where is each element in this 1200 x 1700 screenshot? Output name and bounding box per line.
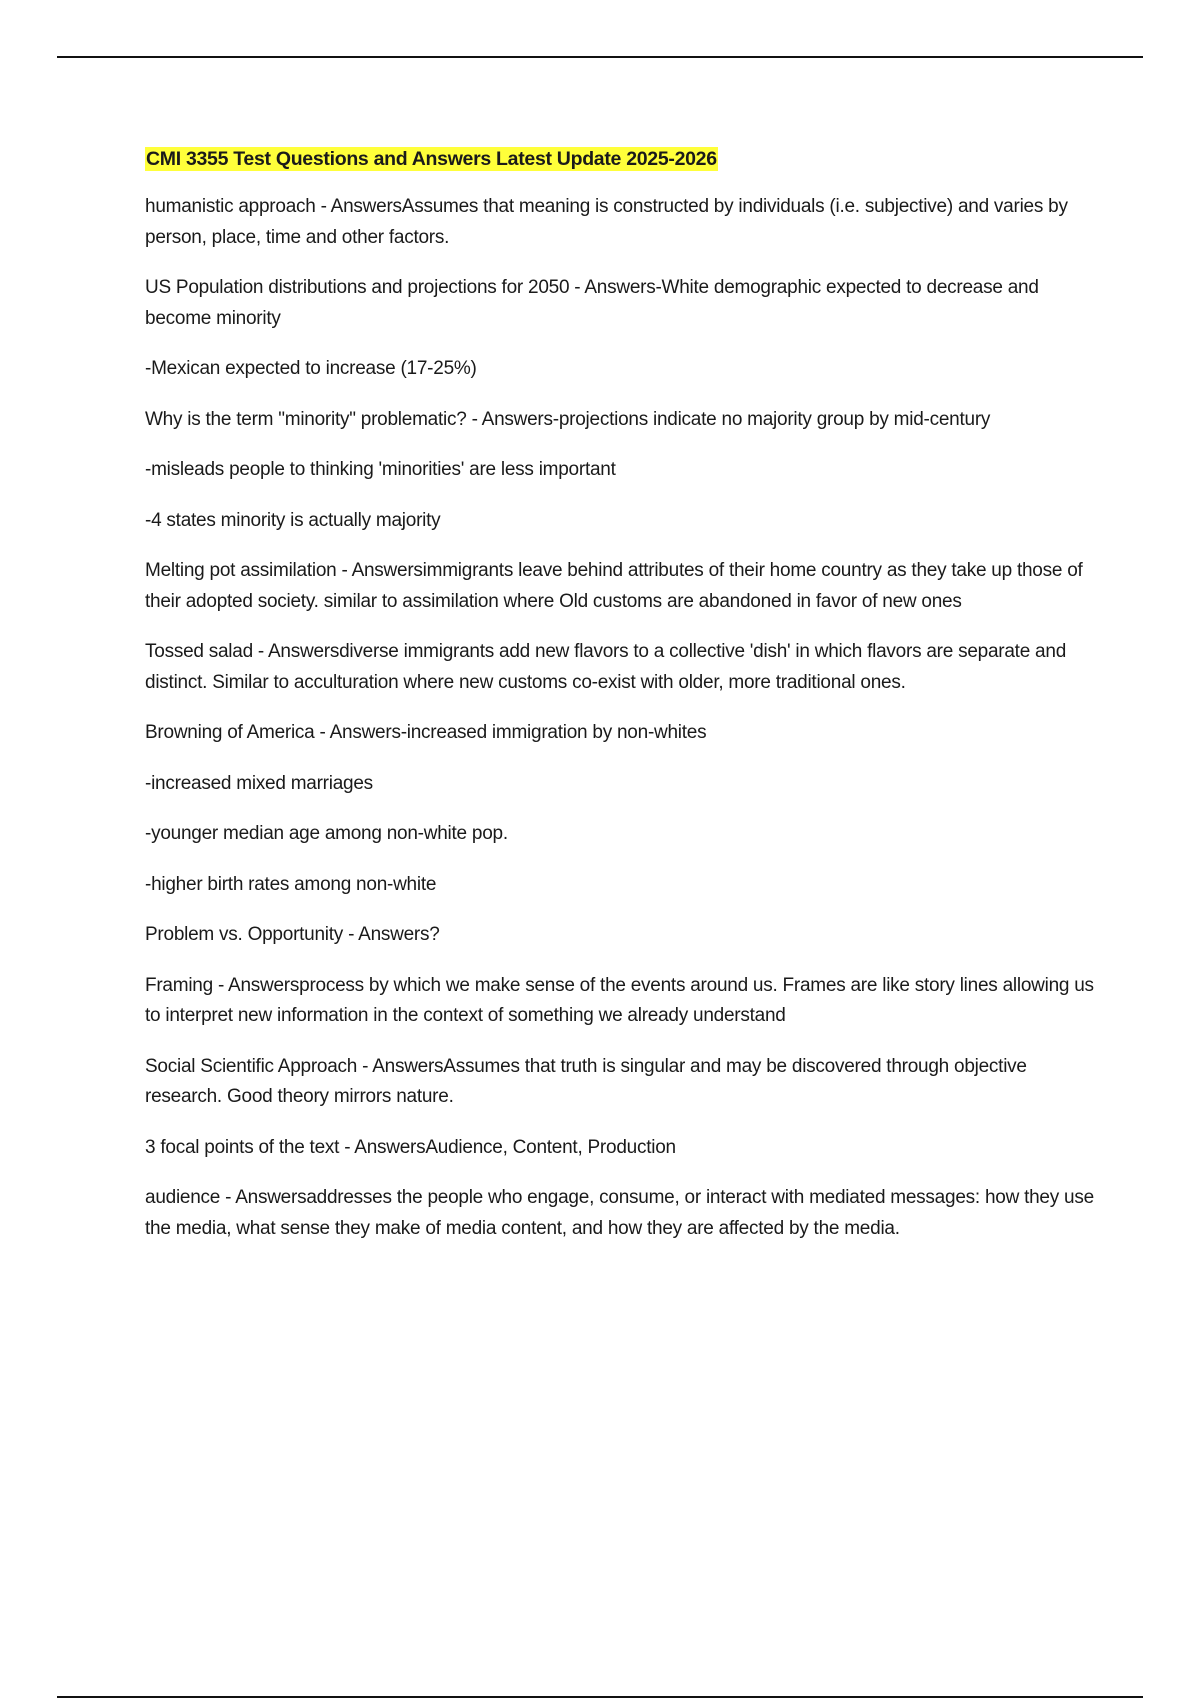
header-rule (57, 56, 1143, 58)
paragraph-browning-of-america: Browning of America - Answers-increased immigration by non-whites (145, 722, 707, 743)
paragraph-humanistic-approach: humanistic approach - AnswersAssumes that meaning is constructed by individuals (i.e. subjective) and varies by person, place, time and other factors. (145, 196, 1068, 248)
paragraph-framing: Framing - Answersprocess by which we make sense of the events around us. Frames are like story lines allowing us to interpret new information in the context of something we already understand (145, 974, 1094, 1026)
paragraph-misleads: -misleads people to thinking 'minorities' are less important (145, 459, 616, 480)
paragraph-us-population: US Population distributions and projections for 2050 - Answers-White demographic expected to decrease and become minority (145, 277, 1039, 329)
paragraph-mixed-marriages: -increased mixed marriages (145, 772, 373, 794)
paragraph-minority-problematic: Why is the term "minority" problematic? - Answers-projections indicate no majority group by mid-century (145, 408, 991, 430)
paragraph-four-states: -4 states minority is actually majority (145, 509, 441, 531)
footer-rule (57, 1696, 1143, 1698)
paragraph-problem-vs-opportunity: Problem vs. Opportunity - Answers? (145, 924, 440, 945)
paragraph-focal-points: 3 focal points of the text - AnswersAudience, Content, Production (145, 1136, 676, 1158)
document-title: CMI 3355 Test Questions and Answers Latest Update 2025-2026 (146, 148, 717, 170)
paragraph-tossed-salad: Tossed salad - Answersdiverse immigrants add new flavors to a collective 'dish' in which flavors are separate and distinct. Similar to acculturation where new customs co-exist with older, more traditional ones. (145, 641, 1067, 693)
paragraph-median-age: -younger median age among non-white pop. (145, 823, 508, 844)
paragraph-audience: audience - Answersaddresses the people who engage, consume, or interact with mediated messages: how they use the media, what sense they make of media content, and how they are affected by the media. (145, 1187, 1094, 1239)
document-body (145, 144, 1095, 1264)
title-block (145, 144, 1095, 174)
paragraph-melting-pot: Melting pot assimilation - Answersimmigrants leave behind attributes of their home country as they take up those of their adopted society. similar to assimilation where Old customs are abandoned in favor of new ones (145, 560, 1083, 612)
paragraph-mexican-increase: -Mexican expected to increase (17-25%) (145, 358, 477, 379)
paragraph-social-scientific: Social Scientific Approach - AnswersAssumes that truth is singular and may be discovered through objective research. Good theory mirrors nature. (145, 1055, 1027, 1107)
paragraph-birth-rates: -higher birth rates among non-white (145, 873, 437, 895)
